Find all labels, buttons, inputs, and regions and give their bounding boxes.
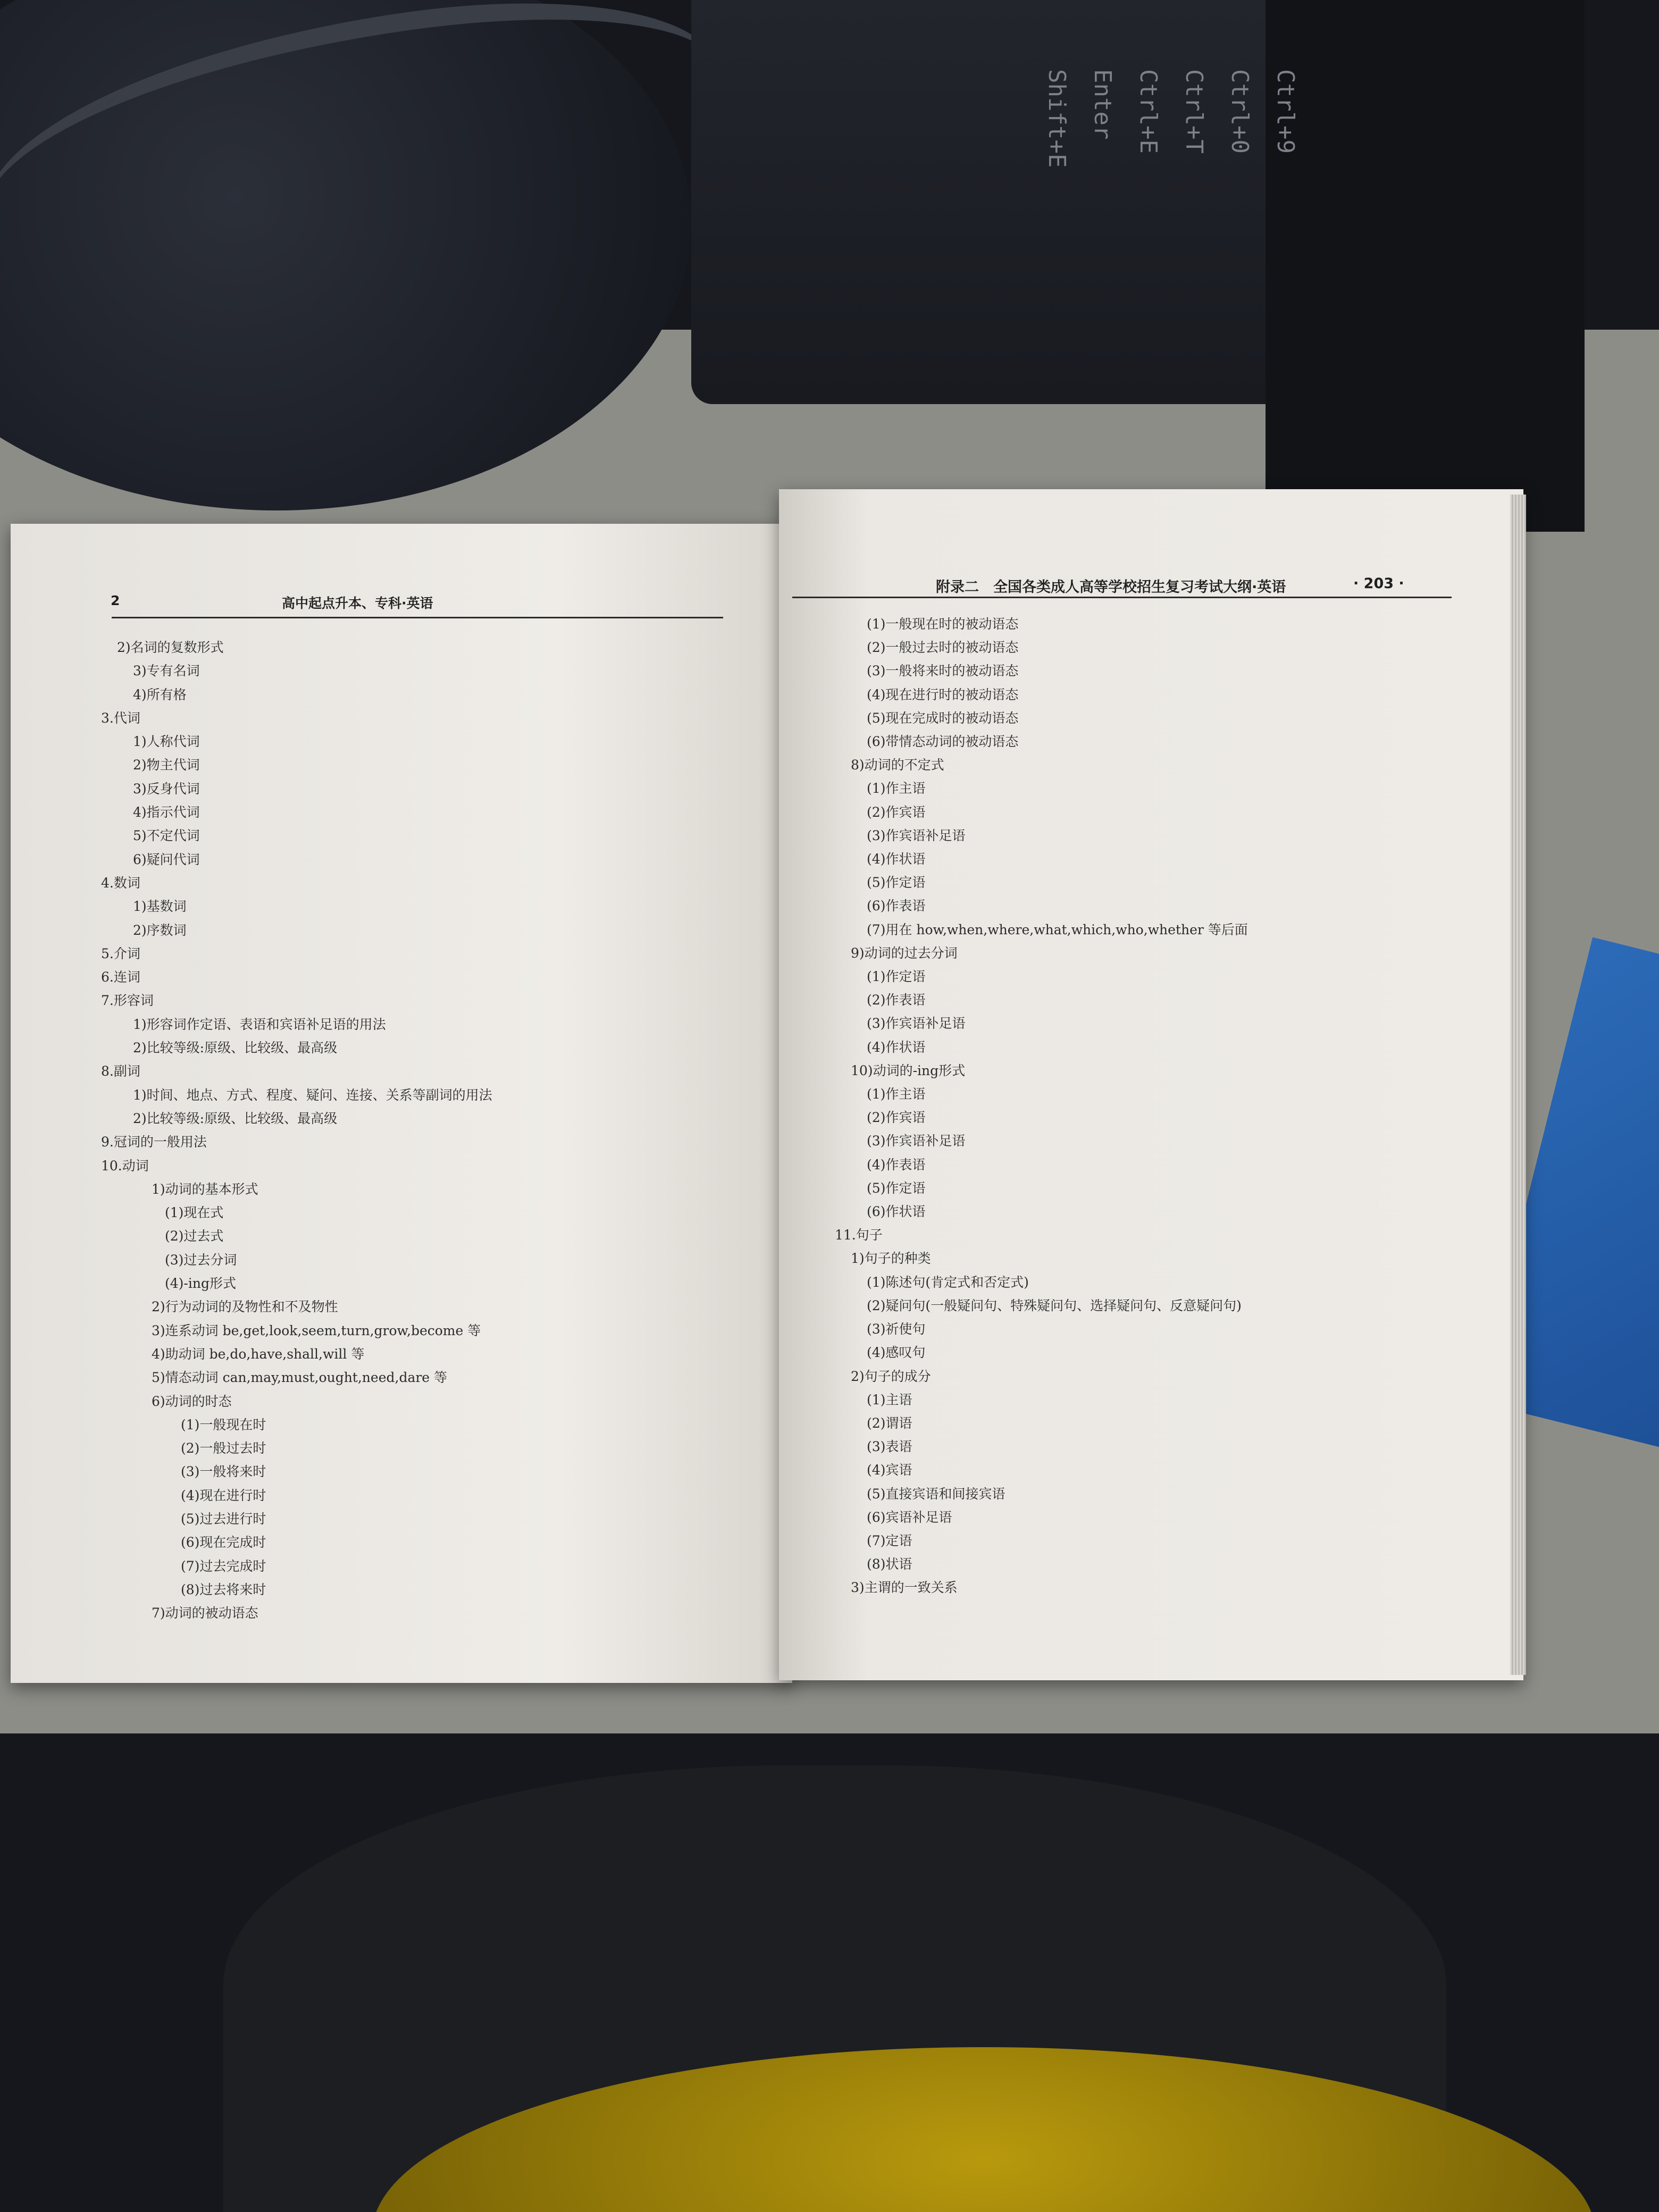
outline-item: 5.介词: [101, 945, 140, 961]
outline-item: (1)一般现在时的被动语态: [867, 616, 1019, 632]
outline-item: (2)过去式: [165, 1228, 224, 1244]
outline-item: (2)作宾语: [867, 1110, 926, 1126]
right-running-title: 附录二 全国各类成人高等学校招生复习考试大纲·英语: [936, 579, 1286, 596]
outline-item: (4)作状语: [867, 851, 926, 867]
right-header-rule: [792, 597, 1452, 598]
outline-item: 2)序数词: [133, 922, 187, 938]
key-label: Shift+E: [1043, 69, 1070, 168]
outline-item: 5)情态动词 can,may,must,ought,need,dare 等: [152, 1370, 448, 1386]
outline-item: (3)一般将来时的被动语态: [867, 663, 1019, 679]
outline-item: (1)陈述句(肯定式和否定式): [867, 1274, 1029, 1290]
outline-item: 1)时间、地点、方式、程度、疑问、连接、关系等副词的用法: [133, 1087, 492, 1103]
outline-item: 4)所有格: [133, 686, 187, 702]
right-outline-list: [835, 613, 1248, 1600]
outline-item: (7)用在 how,when,where,what,which,who,whether 等后面: [867, 921, 1248, 937]
key-label: Enter: [1089, 69, 1116, 140]
outline-item: 7.形容词: [101, 993, 154, 1009]
outline-item: (1)一般现在时: [181, 1417, 266, 1432]
key-label: Ctrl+T: [1180, 69, 1208, 154]
outline-item: (3)作宾语补足语: [867, 827, 966, 843]
outline-item: 6)动词的时态: [152, 1393, 232, 1409]
left-page-number: 2: [111, 593, 120, 608]
outline-item: (4)感叹句: [867, 1345, 926, 1361]
outline-item: (2)谓语: [867, 1415, 912, 1431]
outline-item: 10.动词: [101, 1158, 149, 1174]
outline-item: (7)过去完成时: [181, 1558, 266, 1574]
outline-item: (3)祈使句: [867, 1321, 926, 1337]
outline-item: (6)宾语补足语: [867, 1509, 952, 1525]
outline-item: 3)专有名词: [133, 663, 200, 679]
left-outline-list: [101, 636, 492, 1625]
outline-item: 2)物主代词: [133, 757, 200, 773]
outline-item: 6.连词: [101, 969, 140, 985]
outline-item: 3)主谓的一致关系: [851, 1580, 958, 1596]
outline-item: 2)句子的成分: [851, 1368, 931, 1384]
outline-item: (1)主语: [867, 1392, 912, 1407]
outline-item: 3)反身代词: [133, 781, 200, 797]
outline-item: (4)现在进行时: [181, 1487, 266, 1503]
outline-item: (6)作状语: [867, 1204, 926, 1220]
outline-item: (6)现在完成时: [181, 1535, 266, 1551]
outline-item: (8)过去将来时: [181, 1581, 266, 1597]
outline-item: (1)作主语: [867, 781, 926, 797]
outline-item: 2)比较等级:原级、比较级、最高级: [133, 1040, 338, 1056]
outline-item: (3)作宾语补足语: [867, 1133, 966, 1149]
outline-item: 2)名词的复数形式: [117, 640, 224, 655]
outline-item: 1)形容词作定语、表语和宾语补足语的用法: [133, 1016, 386, 1032]
outline-item: 4.数词: [101, 875, 140, 891]
outline-item: 8.副词: [101, 1063, 140, 1079]
right-page-number: · 203 ·: [1353, 575, 1404, 592]
outline-item: 2)比较等级:原级、比较级、最高级: [133, 1110, 338, 1126]
outline-item: 3)连系动词 be,get,look,seem,turn,grow,become 等: [152, 1322, 481, 1338]
outline-item: (3)过去分词: [165, 1252, 237, 1268]
outline-item: (4)-ing形式: [165, 1276, 236, 1292]
key-label: Ctrl+E: [1135, 69, 1162, 154]
outline-item: (4)现在进行时的被动语态: [867, 686, 1019, 702]
outline-item: (1)现在式: [165, 1205, 224, 1221]
outline-item: (5)现在完成时的被动语态: [867, 710, 1019, 726]
outline-item: 1)动词的基本形式: [152, 1181, 258, 1197]
key-label: Ctrl+9: [1272, 69, 1299, 154]
outline-item: (3)表语: [867, 1439, 912, 1455]
outline-item: (3)作宾语补足语: [867, 1016, 966, 1032]
outline-item: (2)一般过去时: [181, 1440, 266, 1456]
outline-item: (5)作定语: [867, 1180, 926, 1196]
outline-item: 9.冠词的一般用法: [101, 1134, 207, 1150]
outline-item: (3)一般将来时: [181, 1464, 266, 1480]
outline-item: 1)基数词: [133, 899, 187, 915]
outline-item: 3.代词: [101, 710, 140, 726]
keyboard: [1266, 0, 1585, 532]
outline-item: 1)人称代词: [133, 734, 200, 750]
outline-item: (1)作定语: [867, 969, 926, 985]
outline-item: (1)作主语: [867, 1086, 926, 1102]
outline-item: 6)疑问代词: [133, 851, 200, 867]
outline-item: 4)助动词 be,do,have,shall,will 等: [152, 1346, 365, 1362]
outline-item: (2)疑问句(一般疑问句、特殊疑问句、选择疑问句、反意疑问句): [867, 1297, 1242, 1313]
outline-item: 10)动词的-ing形式: [851, 1062, 966, 1078]
outline-item: 4)指示代词: [133, 805, 200, 820]
outline-item: (4)宾语: [867, 1462, 912, 1478]
outline-item: (2)作宾语: [867, 804, 926, 820]
outline-item: (5)过去进行时: [181, 1511, 266, 1527]
outline-item: 8)动词的不定式: [851, 757, 944, 773]
outline-item: (6)带情态动词的被动语态: [867, 734, 1019, 750]
outline-item: (2)一般过去时的被动语态: [867, 640, 1019, 656]
outline-item: 11.句子: [835, 1227, 883, 1243]
outline-item: 2)行为动词的及物性和不及物性: [152, 1299, 338, 1315]
page-stack-edge: [1510, 495, 1526, 1675]
key-label: Ctrl+0: [1226, 69, 1253, 154]
outline-item: (5)直接宾语和间接宾语: [867, 1486, 1006, 1502]
outline-item: 7)动词的被动语态: [152, 1605, 258, 1621]
outline-item: (5)作定语: [867, 875, 926, 891]
outline-item: (8)状语: [867, 1556, 912, 1572]
outline-item: (2)作表语: [867, 992, 926, 1008]
left-header-rule: [112, 617, 723, 618]
outline-item: (4)作表语: [867, 1157, 926, 1172]
outline-item: 5)不定代词: [133, 828, 200, 844]
outline-item: 9)动词的过去分词: [851, 945, 958, 961]
outline-item: (4)作状语: [867, 1039, 926, 1055]
outline-item: (6)作表语: [867, 898, 926, 914]
outline-item: 1)句子的种类: [851, 1251, 931, 1267]
left-running-title: 高中起点升本、专科·英语: [282, 596, 433, 611]
outline-item: (7)定语: [867, 1532, 912, 1548]
keyboard-shortcut-labels: [1034, 69, 1308, 292]
